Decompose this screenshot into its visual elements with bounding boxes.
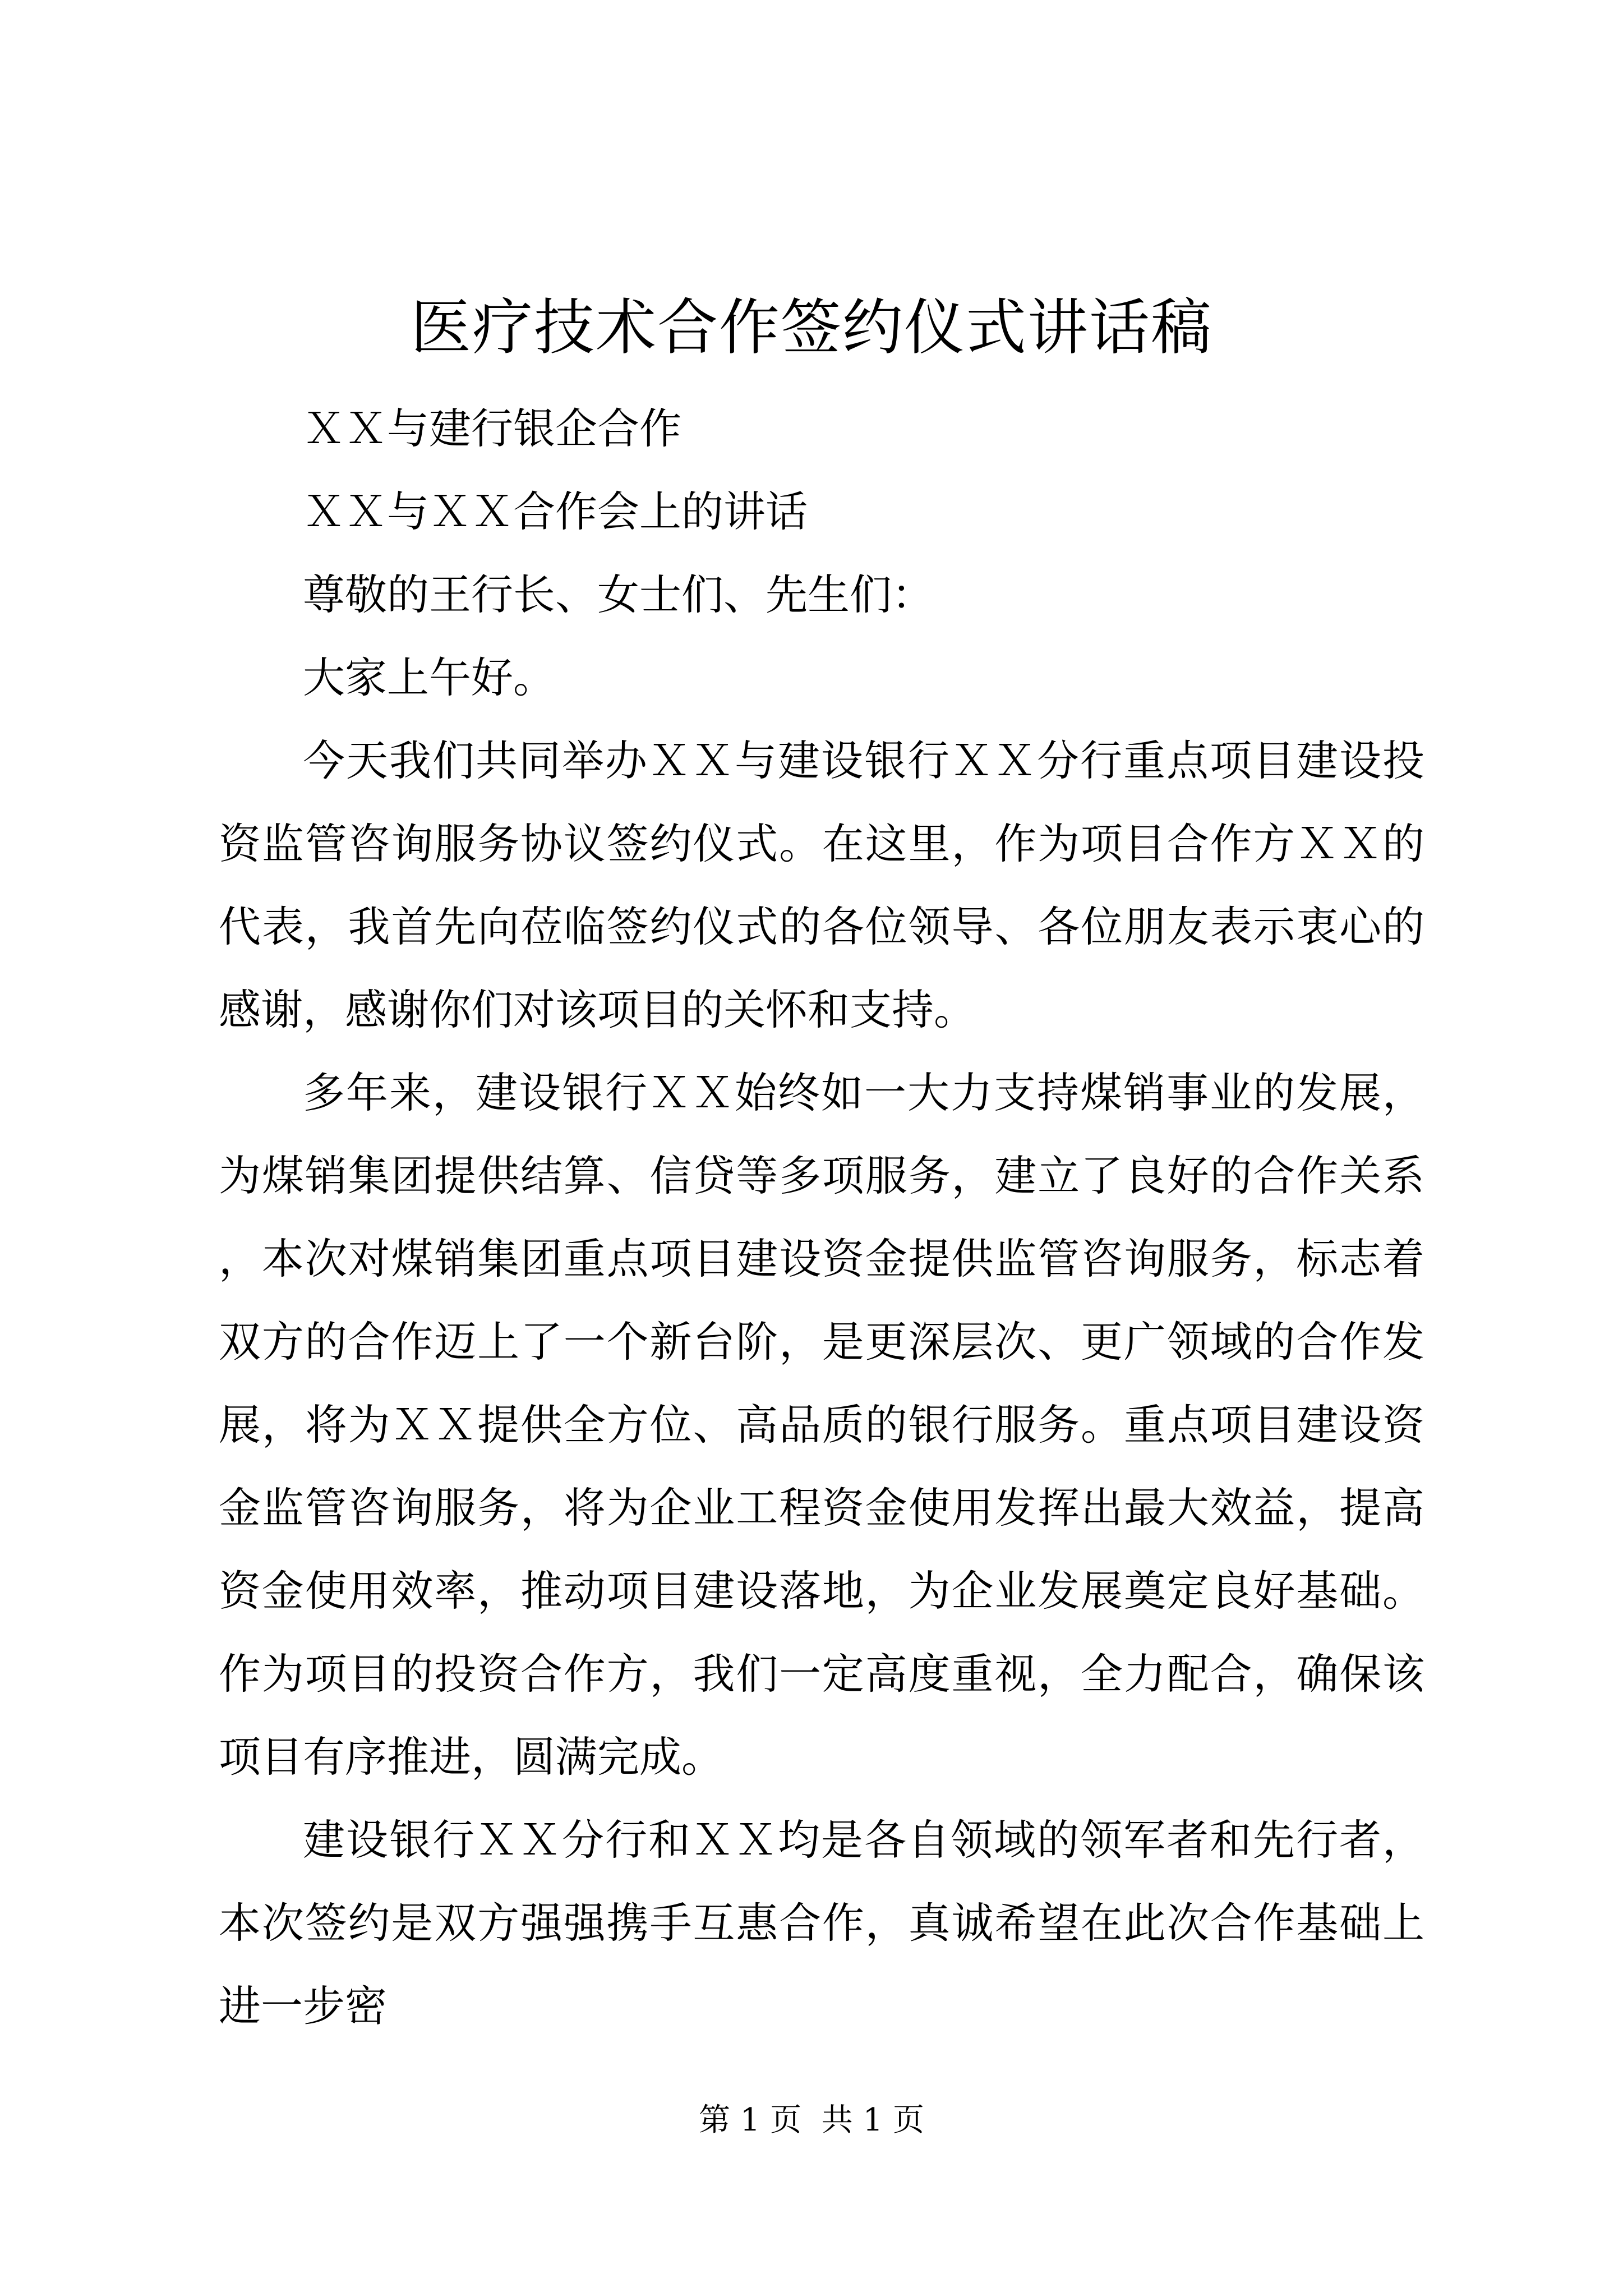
- paragraph: 尊敬的王行长、女士们、先生们：: [303, 570, 934, 619]
- paragraph: ＸＸ与建行银企合作: [303, 404, 682, 453]
- paragraph: 多年来，建设银行ＸＸ始终如一大力支持煤销事业的发展，为煤销集团提供结算、信贷等多项服务，建立了良好的合作关系，本次对煤销集团重点项目建设资金提供监管咨询服务，标志着双方的合作迈上了一个新台阶，是更深层次、更广领域的合作发展，将为ＸＸ提供全方位、高品质的银行服务。重点项目建设资金监管咨询服务，将为企业工程资金使用发挥出最大效益，提高资金使用效率，推动项目建设落地，为企业发展奠定良好基础。作为项目的投资合作方，我们一定高度重视，全力配合，确保该项目有序推进，圆满完成。: [219, 1068, 1424, 1782]
- page-footer: 第 1 页 共 1 页: [698, 2102, 925, 2138]
- document-title: 医疗技术合作签约仪式讲话稿: [410, 293, 1212, 363]
- document-body: [219, 387, 1424, 2047]
- paragraph: ＸＸ与ＸＸ合作会上的讲话: [303, 487, 808, 536]
- paragraph: 今天我们共同举办ＸＸ与建设银行ＸＸ分行重点项目建设投资监管咨询服务协议签约仪式。在这里，作为项目合作方ＸＸ的代表，我首先向莅临签约仪式的各位领导、各位朋友表示衷心的感谢，感谢你们对该项目的关怀和支持。: [219, 736, 1424, 1034]
- paragraph: 大家上午好。: [303, 653, 556, 702]
- paragraph: 建设银行ＸＸ分行和ＸＸ均是各自领域的领军者和先行者，本次签约是双方强强携手互惠合作，真诚希望在此次合作基础上进一步密: [219, 1815, 1424, 2031]
